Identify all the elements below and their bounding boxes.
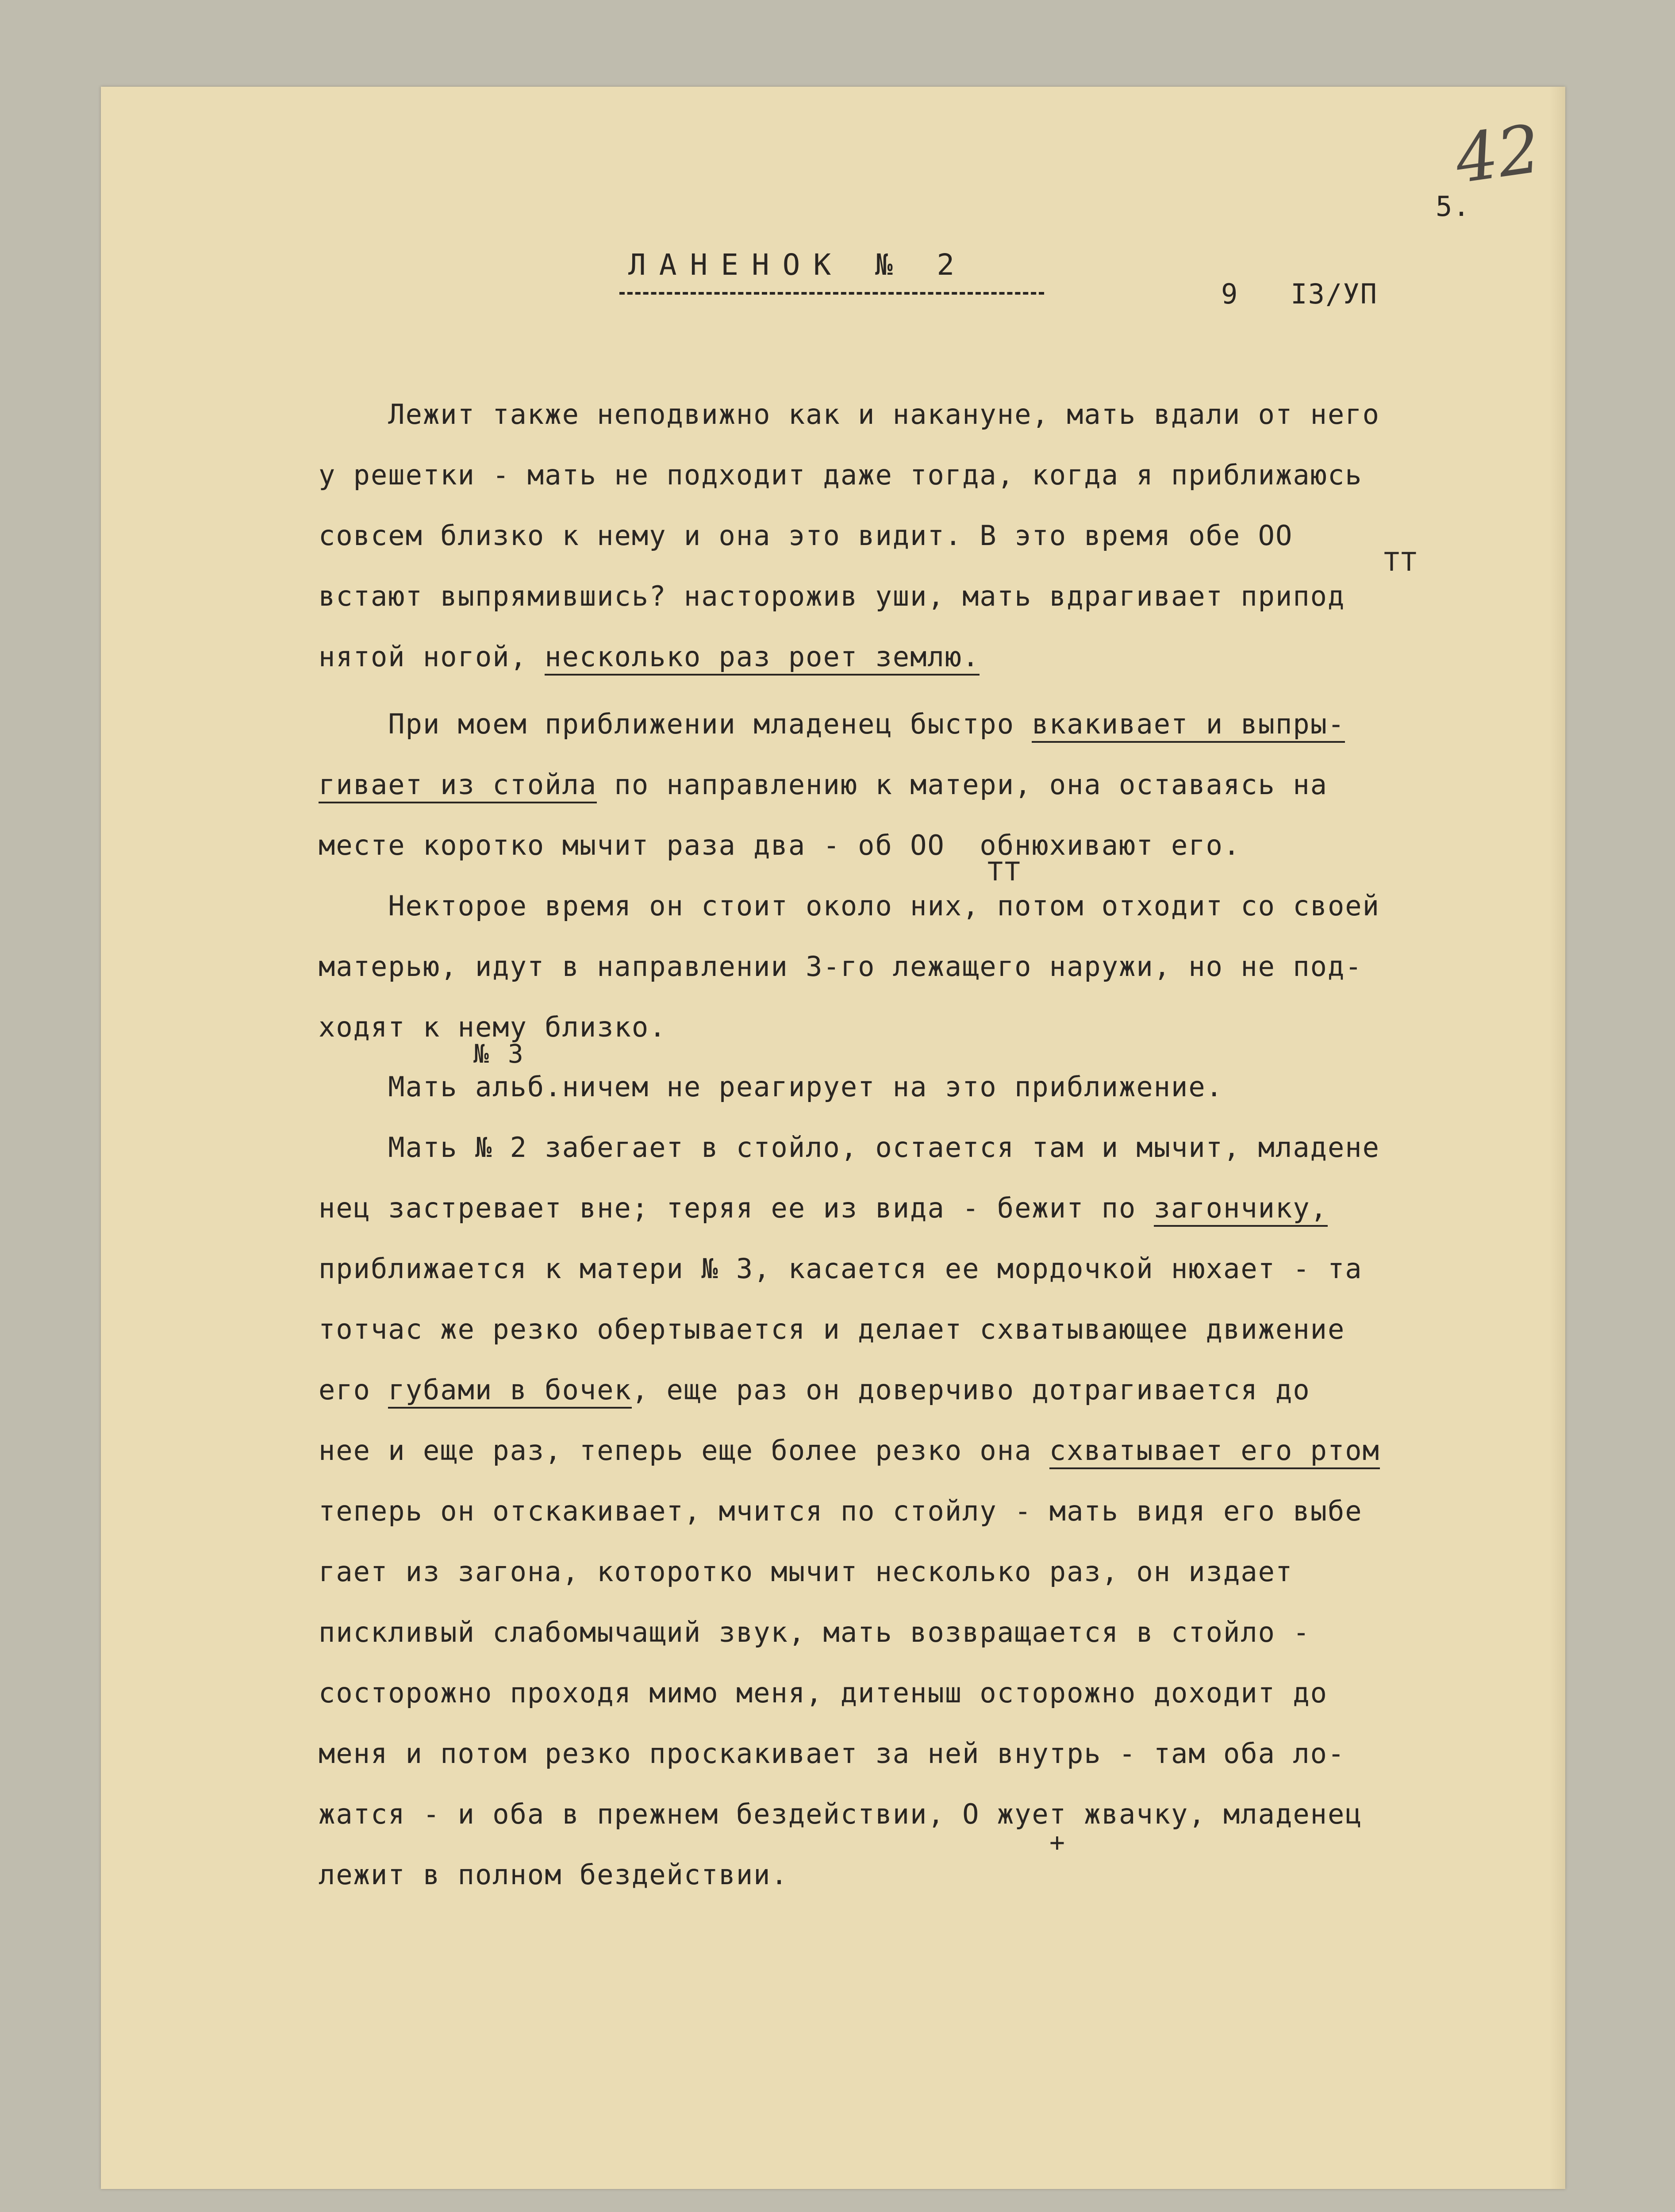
underlined-phrase: схватывает его ртом: [1049, 1434, 1380, 1469]
text-line: ходят к нему близко.: [319, 1011, 667, 1043]
text-line-with-underline: нятой ногой, несколько раз роет землю.: [319, 641, 980, 673]
text-line: матерью, идут в направлении 3-го лежащего наружи, но не под-: [319, 950, 1363, 983]
text-line: пискливый слабомычащий звук, мать возвращается в стойло -: [319, 1616, 1310, 1648]
underlined-phrase: губами в бочек: [388, 1374, 632, 1409]
title-underline: [619, 292, 1044, 295]
text-line: Мать альб.ничем не реагирует на это приближение.: [319, 1071, 1224, 1103]
annotation-cross: +: [1049, 1827, 1067, 1857]
text-line-with-underline: нее и еще раз, теперь еще более резко она схватывает его ртом: [319, 1434, 1380, 1467]
page-number: 5.: [1436, 190, 1471, 223]
text-line: совсем близко к нему и она это видит. В это время обе OO: [319, 519, 1293, 552]
annotation-marks: TT: [987, 856, 1022, 887]
document-title: ЛАНЕНОК № 2: [628, 248, 968, 282]
text-line: лежит в полном бездействии.: [319, 1859, 788, 1891]
sheet-edge-shadow: [1549, 87, 1565, 2189]
underlined-phrase: вкакивает и выпры-: [1032, 708, 1345, 743]
text-line: тотчас же резко обертывается и делает схватывающее движение: [319, 1313, 1345, 1345]
text-line-with-underline: нец застревает вне; теряя ее из вида - бежит по загончику,: [319, 1192, 1328, 1224]
text-line-with-underline: При моем приближении младенец быстро вкакивает и выпры-: [319, 708, 1345, 740]
underlined-phrase: загончику,: [1154, 1192, 1328, 1227]
text-line: Мать № 2 забегает в стойло, остается там и мычит, младене: [319, 1131, 1380, 1164]
text-line: теперь он отскакивает, мчится по стойлу - мать видя его выбе: [319, 1495, 1363, 1527]
archive-folio-number: 42: [1450, 110, 1545, 199]
text-line: меня и потом резко проскакивает за ней внутрь - там оба ло-: [319, 1737, 1345, 1770]
text-line: жатся - и оба в прежнем бездействии, O жует жвачку, младенец: [319, 1798, 1363, 1830]
text-line: гает из загона, которотко мычит несколько раз, он издает: [319, 1555, 1293, 1588]
text-line-with-underline: его губами в бочек, еще раз он доверчиво дотрагивается до: [319, 1374, 1310, 1406]
annotation-marks: TT: [1384, 547, 1418, 577]
text-line: месте коротко мычит раза два - об OO обнюхивают его.: [319, 829, 1241, 861]
text-line: состорожно проходя мимо меня, дитеныш осторожно доходит до: [319, 1677, 1328, 1709]
text-line-with-underline: гивает из стойла по направлению к матери, она оставаясь на: [319, 768, 1328, 801]
text-line: приближается к матери № 3, касается ее мордочкой нюхает - та: [319, 1252, 1363, 1285]
text-line: у решетки - мать не подходит даже тогда, когда я приближаюсь: [319, 459, 1363, 491]
underlined-phrase: несколько раз роет землю.: [545, 641, 980, 676]
text-line: Лежит также неподвижно как и накануне, мать вдали от него: [319, 398, 1380, 430]
text-line: встают выпрямившись? насторожив уши, мать вдрагивает припод: [319, 580, 1345, 612]
document-date: 9 I3/УП: [1221, 278, 1378, 310]
text-line: Некторое время он стоит около них, потом отходит со своей: [319, 890, 1380, 922]
underlined-phrase: гивает из стойла: [319, 768, 597, 803]
inserted-number-annotation: № 3: [473, 1039, 525, 1069]
